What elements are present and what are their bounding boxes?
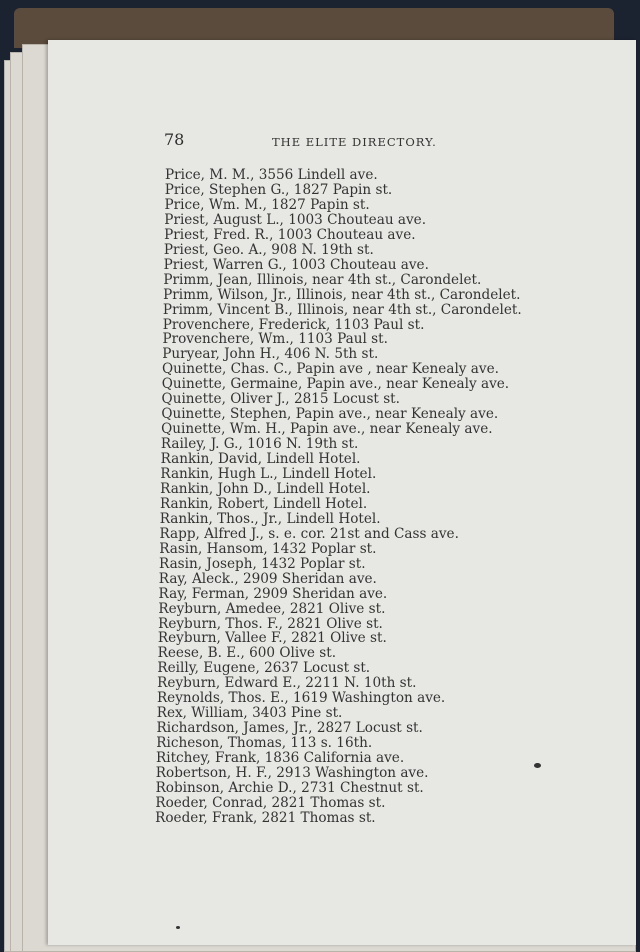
directory-entry: Price, M. M., 3556 Lindell ave. — [165, 167, 378, 183]
directory-entry: Rapp, Alfred J., s. e. cor. 21st and Cass ave. — [159, 525, 459, 542]
directory-entry: Rankin, Hugh L., Lindell Hotel. — [160, 466, 377, 482]
directory-entry: Reyburn, Edward E., 2211 N. 10th st. — [157, 675, 417, 692]
directory-entry: Rasin, Hansom, 1432 Poplar st. — [159, 540, 377, 557]
directory-entry: Railey, J. G., 1016 N. 19th st. — [160, 436, 359, 453]
directory-entry: Primm, Wilson, Jr., Illinois, near 4th st., Carondelet. — [163, 286, 521, 303]
directory-entry: Richeson, Thomas, 113 s. 16th. — [156, 735, 373, 752]
page-number: 78 — [164, 130, 185, 149]
directory-entry: Reynolds, Thos. E., 1619 Washington ave. — [156, 690, 446, 707]
directory-entry: Provenchere, Wm., 1103 Paul st. — [162, 331, 388, 348]
directory-entry: Primm, Jean, Illinois, near 4th st., Carondelet. — [163, 271, 482, 288]
directory-entry: Price, Stephen G., 1827 Papin st. — [164, 181, 393, 198]
directory-entry: Price, Wm. M., 1827 Papin st. — [164, 196, 370, 213]
directory-entry: Rankin, David, Lindell Hotel. — [160, 451, 361, 468]
directory-entry: Reyburn, Thos. F., 2821 Olive st. — [158, 615, 383, 632]
directory-entry: Priest, Warren G., 1003 Chouteau ave. — [163, 256, 429, 273]
directory-entry: Roeder, Conrad, 2821 Thomas st. — [155, 794, 386, 811]
directory-entry: Provenchere, Frederick, 1103 Paul st. — [162, 316, 425, 333]
directory-entry: Ritchey, Frank, 1836 California ave. — [156, 750, 405, 767]
directory-entry: Primm, Vincent B., Illinois, near 4th st., Carondelet. — [162, 301, 522, 318]
directory-entry: Quinette, Oliver J., 2815 Locust st. — [161, 391, 400, 408]
directory-entry: Reilly, Eugene, 2637 Locust st. — [157, 660, 371, 677]
directory-entry: Reyburn, Vallee F., 2821 Olive st. — [157, 630, 387, 647]
directory-entry: Robertson, H. F., 2913 Washington ave. — [155, 765, 429, 781]
directory-entry: Quinette, Stephen, Papin ave., near Kenealy ave. — [161, 406, 499, 423]
directory-entry: Rankin, Robert, Lindell Hotel. — [159, 495, 368, 512]
directory-entry: Rex, William, 3403 Pine st. — [156, 705, 343, 722]
directory-entry: Puryear, John H., 406 N. 5th st. — [162, 346, 379, 363]
directory-entry: Robinson, Archie D., 2731 Chestnut st. — [155, 779, 424, 796]
directory-entry: Rankin, Thos., Jr., Lindell Hotel. — [159, 510, 381, 527]
directory-entry: Ray, Ferman, 2909 Sheridan ave. — [158, 585, 388, 602]
running-title: THE ELITE DIRECTORY. — [272, 135, 437, 149]
directory-entry: Reese, B. E., 600 Olive st. — [157, 645, 337, 662]
directory-entry: Priest, Geo. A., 908 N. 19th st. — [163, 241, 374, 258]
directory-entry: Ray, Aleck., 2909 Sheridan ave. — [158, 570, 377, 587]
directory-entry: Roeder, Frank, 2821 Thomas st. — [155, 809, 376, 826]
directory-entry: Rasin, Joseph, 1432 Poplar st. — [159, 555, 366, 572]
ink-speck — [534, 763, 541, 768]
ink-speck — [176, 926, 180, 929]
directory-entry: Quinette, Wm. H., Papin ave., near Kenealy ave. — [161, 421, 493, 438]
directory-entry: Reyburn, Amedee, 2821 Olive st. — [158, 600, 386, 617]
directory-entry: Quinette, Chas. C., Papin ave , near Kenealy ave. — [162, 361, 499, 378]
directory-entry: Rankin, John D., Lindell Hotel. — [160, 480, 371, 497]
directory-entry: Richardson, James, Jr., 2827 Locust st. — [156, 720, 423, 737]
directory-entry: Quinette, Germaine, Papin ave., near Kenealy ave. — [161, 376, 510, 393]
directory-entry: Priest, August L., 1003 Chouteau ave. — [164, 211, 427, 228]
directory-entry: Priest, Fred. R., 1003 Chouteau ave. — [164, 226, 416, 243]
